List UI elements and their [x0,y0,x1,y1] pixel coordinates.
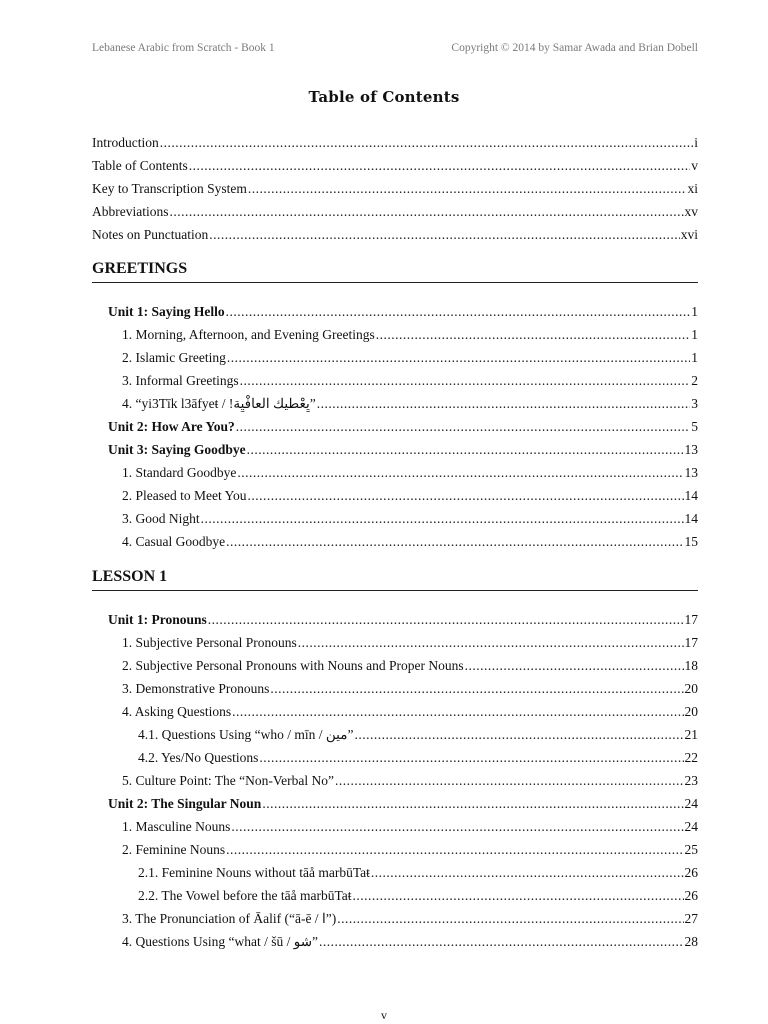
toc-entry[interactable] [92,174,698,197]
toc-entry[interactable] [92,605,698,628]
toc-entry-title: 1. Masculine Nouns [122,819,231,834]
dot-leader [465,658,684,674]
dot-leader [248,488,684,504]
dot-leader [248,181,687,197]
toc-entry-title: 1. Standard Goodbye [122,465,237,480]
toc-entry-page: 26 [684,865,698,880]
toc-entry[interactable] [92,220,698,243]
dot-leader [232,704,683,720]
dot-leader [247,442,684,458]
toc-entry-page: 15 [684,534,698,549]
toc-entry-title: Unit 1: Saying Hello [108,304,225,319]
toc-entry-title: Unit 1: Pronouns [108,612,207,627]
toc-entry-title: 1. Morning, Afternoon, and Evening Greetings [122,327,375,342]
toc-entry-page: 21 [684,727,698,742]
toc-entry-page: 1 [691,350,698,365]
toc-entry-title: Unit 2: The Singular Noun [108,796,262,811]
toc-entry-page: 1 [691,304,698,319]
dot-leader [189,158,690,174]
book-title-header: Lebanese Arabic from Scratch - Book 1 [92,42,275,54]
toc-entry[interactable] [92,789,698,812]
toc-entry-title: 2.1. Feminine Nouns without tāå marbūTaŧ [138,865,370,880]
section-heading-lesson-1: LESSON 1 [92,564,698,591]
dot-leader [237,465,683,481]
toc-entry-page: i [694,135,698,150]
toc-entry-page: 26 [684,888,698,903]
dot-leader [298,635,684,651]
toc-entry[interactable] [92,197,698,220]
toc-entry-title: 2. Subjective Personal Pronouns with Nouns and Proper Nouns [122,658,464,673]
toc-entry-page: xi [687,181,698,196]
toc-entry-title: 1. Subjective Personal Pronouns [122,635,297,650]
toc-entry-page: 17 [684,635,698,650]
running-header [92,42,698,58]
toc-entry[interactable] [92,412,698,435]
toc-entry[interactable] [92,151,698,174]
toc-entry[interactable] [92,674,698,697]
copyright-header: Copyright © 2014 by Samar Awada and Brian Dobell [451,42,698,54]
toc-entry[interactable] [92,458,698,481]
dot-leader [227,350,690,366]
toc-entry-title: 4.2. Yes/No Questions [138,750,259,765]
toc-entry-title: 4.1. Questions Using “who / mīn / مين” [138,727,354,742]
toc-entry-page: 28 [684,934,698,949]
toc-entry-page: 24 [684,796,698,811]
toc-entry-title: Introduction [92,135,159,150]
toc-entry-title: 3. Informal Greetings [122,373,239,388]
dot-leader [262,796,683,812]
toc-entry-page: 25 [684,842,698,857]
dot-leader [270,681,683,697]
toc-entry-page: 20 [684,681,698,696]
toc-entry[interactable] [92,435,698,458]
toc-entry-title: 4. Asking Questions [122,704,232,719]
toc-entry[interactable] [92,651,698,674]
toc-entry-page: 17 [684,612,698,627]
dot-leader [160,135,693,151]
toc-entry-page: 3 [691,396,698,411]
toc-entry[interactable] [92,389,698,412]
dot-leader [208,612,684,628]
toc-entry-title: 2. Feminine Nouns [122,842,226,857]
toc-entry-title: 3. Good Night [122,511,200,526]
dot-leader [231,819,683,835]
toc-entry[interactable] [92,904,698,927]
toc-entry-page: 23 [684,773,698,788]
greetings-entries [92,297,698,550]
toc-entry[interactable] [92,343,698,366]
dot-leader [335,773,684,789]
toc-entry[interactable] [92,881,698,904]
toc-entry-page: 22 [684,750,698,765]
toc-entry-page: xv [684,204,698,219]
toc-entry-title: 4. Casual Goodbye [122,534,226,549]
toc-entry-title: Unit 3: Saying Goodbye [108,442,246,457]
toc-entry-page: v [691,158,698,173]
toc-entry[interactable] [92,697,698,720]
section-heading-greetings: GREETINGS [92,256,698,283]
toc-entry-page: 13 [684,465,698,480]
toc-entry-title: 2. Islamic Greeting [122,350,226,365]
page-number: v [381,1008,387,1022]
toc-entry-page: 24 [684,819,698,834]
toc-entry-page: xvi [680,227,698,242]
toc-entry-title: Unit 2: How Are You? [108,419,235,434]
dot-leader [317,396,690,412]
dot-leader [371,865,684,881]
toc-entry[interactable] [92,504,698,527]
toc-entry[interactable] [92,297,698,320]
front-matter-list [92,128,698,243]
toc-entry-title: 4. “yi3Tīk l3āfyeŧ / !يِعْطيك العافْيِة” [122,396,316,411]
dot-leader [226,304,691,320]
toc-entry-title: Notes on Punctuation [92,227,209,242]
dot-leader [353,888,684,904]
toc-entry[interactable] [92,743,698,766]
page-title: Table of Contents [308,88,460,106]
toc-entry[interactable] [92,366,698,389]
toc-entry-title: 2.2. The Vowel before the tāå marbūTaŧ [138,888,352,903]
toc-entry-title: 4. Questions Using “what / šū / شو” [122,934,319,949]
dot-leader [226,842,683,858]
toc-entry-page: 14 [684,488,698,503]
dot-leader [259,750,683,766]
toc-entry[interactable] [92,481,698,504]
toc-entry[interactable] [92,720,698,743]
toc-entry[interactable] [92,812,698,835]
toc-entry-page: 18 [684,658,698,673]
toc-entry-page: 2 [691,373,698,388]
toc-entry-title: Key to Transcription System [92,181,247,196]
dot-leader [209,227,679,243]
toc-entry-page: 14 [684,511,698,526]
toc-entry[interactable] [92,527,698,550]
toc-entry-title: 2. Pleased to Meet You [122,488,247,503]
toc-entry[interactable] [92,628,698,651]
toc-entry-title: 5. Culture Point: The “Non-Verbal No” [122,773,334,788]
toc-entry-page: 5 [691,419,698,434]
dot-leader [236,419,690,435]
toc-entry[interactable] [92,320,698,343]
toc-entry-page: 13 [684,442,698,457]
toc-entry-page: 20 [684,704,698,719]
toc-entry-page: 1 [691,327,698,342]
dot-leader [226,534,683,550]
dot-leader [337,911,683,927]
toc-entry-page: 27 [684,911,698,926]
dot-leader [376,327,691,343]
dot-leader [240,373,691,389]
toc-entry[interactable] [92,858,698,881]
toc-entry[interactable] [92,927,698,950]
dot-leader [354,727,683,743]
toc-entry[interactable] [92,128,698,151]
toc-entry-title: 3. Demonstrative Pronouns [122,681,270,696]
toc-entry-title: 3. The Pronunciation of Āalif (“ā-ē / ا”) [122,911,337,926]
dot-leader [319,934,683,950]
dot-leader [170,204,684,220]
toc-entry[interactable] [92,766,698,789]
toc-entry-title: Table of Contents [92,158,188,173]
lesson-1-entries [92,605,698,950]
toc-entry-title: Abbreviations [92,204,169,219]
toc-entry[interactable] [92,835,698,858]
dot-leader [201,511,684,527]
